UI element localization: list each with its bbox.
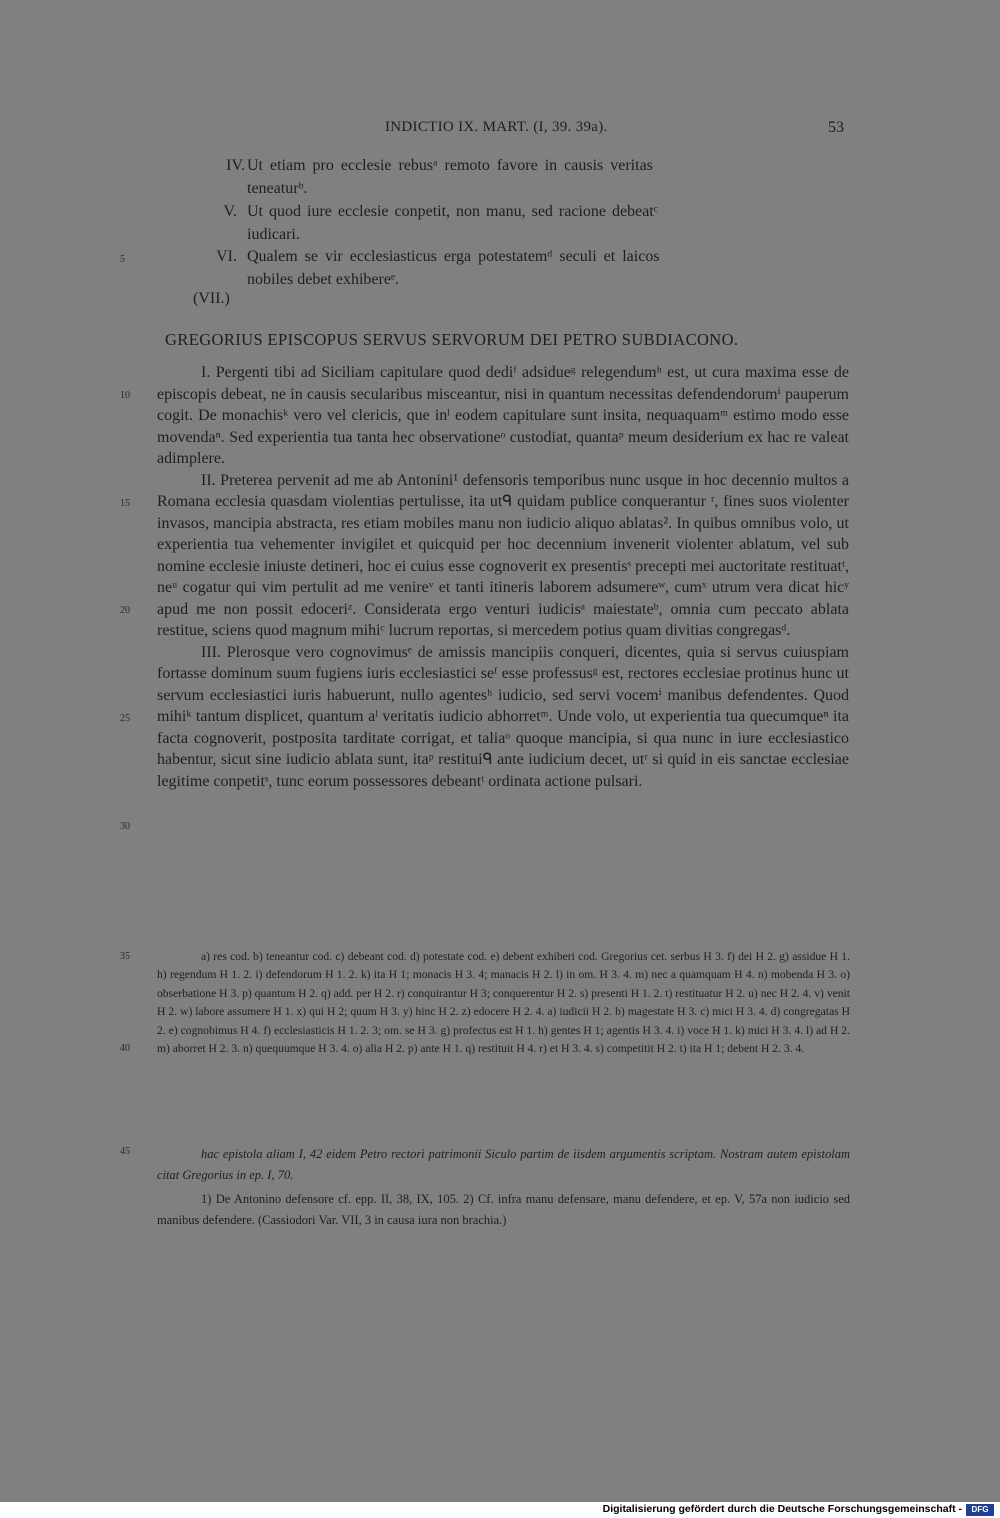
paragraph-1: I. Pergenti tibi ad Siciliam capitulare quod dediᶠ adsidueᵍ relegendumʰ est, ut cura maxima esse de episcopis debeat, ne in causis secularibus misceantur, nisi in quantum necessitas defendendorumⁱ pauperum cogit. De monachisᵏ vero vel clericis, que inˡ eodem capitulare sunt insita, nequaquamᵐ estimo modo esse movendaⁿ. Sed experientia tua tanta hec observationeᵒ custodiat, quantaᵖ meum desiderium ex hac re valeat adimplere. bbox=[157, 364, 849, 467]
running-header: INDICTIO IX. MART. (I, 39. 39a). bbox=[385, 119, 608, 135]
line-number: 10 bbox=[120, 390, 130, 401]
line-number: 35 bbox=[120, 951, 130, 962]
editorial-notes bbox=[157, 1144, 850, 1230]
dfg-logo-icon: DFG bbox=[966, 1504, 994, 1516]
chapter-text: Qualem se vir ecclesiasticus erga potestatemᵈ seculi et laicos bbox=[247, 248, 660, 265]
footnotes: 1) De Antonino defensore cf. epp. II, 38, IX, 105. 2) Cf. infra manu defensare, manu defendere, et ep. V, 57a non iudicio sed manibus defendere. (Cassiodori Var. VII, 3 in causa iura non brachia.) bbox=[157, 1192, 850, 1227]
chapter-text: Ut etiam pro ecclesie rebusᵃ remoto favore in causis veritas bbox=[247, 157, 653, 174]
paragraph-3: III. Plerosque vero cognovimusᵉ de amissis mancipiis conqueri, dicentes, quia si servus cuiuspiam fortasse dominum suum fugiens iuris ecclesiastici seᶠ esse professusᵍ est, rectores ecclesiae protinus hunc ut servum ecclesiastici iuris habuerunt, nullo agentesʰ iudicio, sed servi vocemⁱ manibus defendentes. Quod mihiᵏ tantum displicet, quantum aˡ veritatis iudicio abhorretᵐ. Unde volo, ut experientia tua quecumqueⁿ ita facta cognoverit, postposita tarditate corrigat, et taliaᵒ quoque mancipia, si qua nunc in iure ecclesiastico habentur, sicut sine iudicio ablata sunt, itaᵖ restituiᑫ ante iudicium decet, utʳ si quid in eis sanctae ecclesiae legitime conpetitˢ, tunc eorum possessores debeantᵗ ordinata actione pulsari. bbox=[157, 643, 849, 790]
line-number: 15 bbox=[120, 498, 130, 509]
chapter-text: iudicari. bbox=[247, 226, 300, 243]
chapter-number: IV. bbox=[226, 157, 245, 174]
page-number: 53 bbox=[828, 119, 844, 136]
chapter-text: nobiles debet exhibereᵉ. bbox=[247, 271, 400, 288]
chapter-number: (VII.) bbox=[193, 290, 230, 307]
chapter-text: teneaturᵇ. bbox=[247, 180, 308, 197]
line-number: 5 bbox=[120, 254, 125, 265]
critical-apparatus bbox=[157, 948, 850, 1058]
apparatus-text: a) res cod. b) teneantur cod. c) debeant cod. d) potestate cod. e) debent exhiberi cod. Gregorius cet. serbus H 3. f) dei H 2. g) assidue H 1. h) regendum H 1. 2. i) defendorum H 1. 2. k) ita H 1; monacis H 3. 4; manacis H 2. l) in om. H 3. 4. m) nec a quamquam H 4. n) mobenda H 3. o) obserbatione H 3. p) quantum H 2. q) add. per H 2. r) conquirantur H 3; conquerentur H 2. s) presenti H 1. 2. t) restituatur H 2. u) nec H 2. 4. v) venit H 2. w) labore assumere H 1. x) qui H 2; quum H 3. y) hinc H 2. z) edocere H 2. 4. a) iudicii H 2. b) magestate H 3. c) mici H 3. 4. d) congregatas H 2. e) cognobimus H 4. f) ecclesiasticis H 1. 2. 3; om. se H 3. g) profectus est H 1. h) gentes H 1; agentis H 3. 4. i) voce H 1. k) mici H 3. 4. l) ad H 2. m) aborret H 2. 3. n) quequumque H 3. 4. o) alia H 2. p) ante H 1. q) restituit H 4. r) et H 3. 4. s) competitit H 2. t) ita H 1; debent H 2. 3. 4. bbox=[157, 950, 850, 1056]
paragraph-2: II. Preterea pervenit ad me ab Antonini¹ defensoris temporibus nunc usque in hoc decennio multos a Romana ecclesia quasdam violentias pertulisse, ita utᑫ quidam publice conquerantur ʳ, fines suos violenter invasos, mancipia abstracta, res etiam mobiles manu non iudicio aliquo ablatas². In quibus omnibus volo, ut experientia tua vehementer invigilet et quicquid per hoc decennium invenerit violenter ablatum, vel sub nomine ecclesie iniuste detineri, hoc ei cuius esse cognoverit ex presentisˢ precepti mei auctoritate restituatᵗ, neᵘ cogatur qui vim pertulit ad me venireᵛ et tanti itineris laborem adsumereʷ, cumˣ utrum vera dicat hicʸ apud me non possit edoceriᶻ. Considerata ergo venturi iudicisᵃ maiestateᵇ, omnia cum peccato ablata restitue, sciens quod magnum mihiᶜ lucrum reportas, si mercedem potius quam divitias congregasᵈ. bbox=[157, 471, 849, 639]
letter-body bbox=[157, 362, 849, 792]
chapter-number: V. bbox=[223, 203, 237, 220]
line-number: 25 bbox=[120, 713, 130, 724]
footer-bar bbox=[0, 1502, 1000, 1518]
line-number: 30 bbox=[120, 821, 130, 832]
chapter-number: VI. bbox=[216, 248, 237, 265]
footer-credit: Digitalisierung gefördert durch die Deutsche Forschungsgemeinschaft - bbox=[602, 1503, 962, 1515]
chapter-text: Ut quod iure ecclesie conpetit, non manu, sed racione debeatᶜ bbox=[247, 203, 658, 220]
letter-title: GREGORIUS EPISCOPUS SERVUS SERVORUM DEI PETRO SUBDIACONO. bbox=[165, 330, 739, 349]
line-number: 45 bbox=[120, 1146, 130, 1157]
line-number: 40 bbox=[120, 1043, 130, 1054]
note-intro: hac epistola aliam I, 42 eidem Petro rectori patrimonii Siculo partim de iisdem argumentis scriptam. Nostram autem epistolam citat Gregorius in ep. I, 70. bbox=[157, 1147, 850, 1182]
line-number: 20 bbox=[120, 605, 130, 616]
